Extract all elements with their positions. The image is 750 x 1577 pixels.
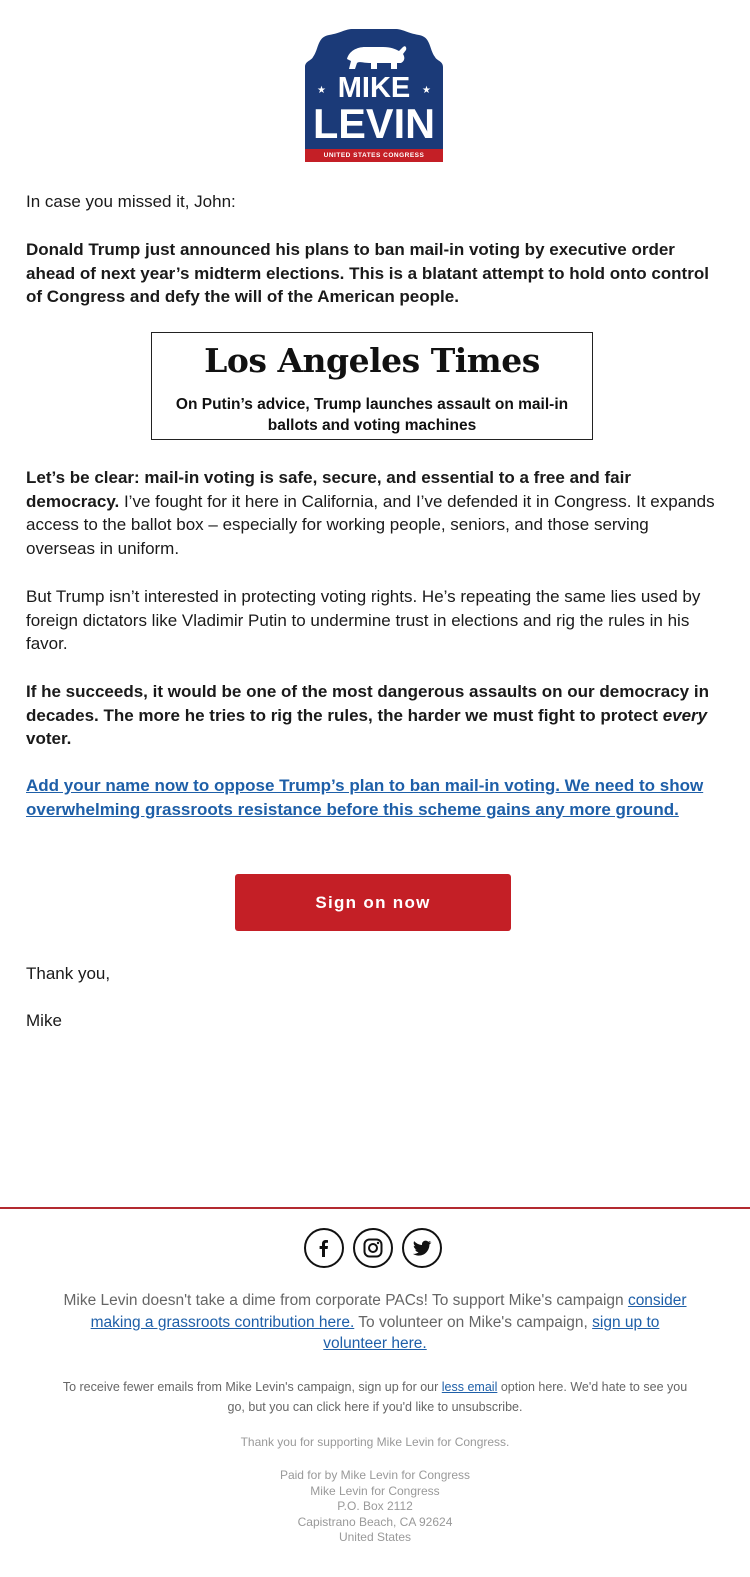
mike-levin-logo [305, 27, 443, 162]
intro-paragraph: Donald Trump just announced his plans to ban mail-in voting by executive order ahead of next year’s midterm elections. This is a blatant attempt to hold onto control of Congress and defy the will of the American people. [26, 240, 709, 306]
news-headline: On Putin’s advice, Trump launches assault on mail-in ballots and voting machines [175, 396, 569, 434]
footer-address [60, 1468, 690, 1546]
paragraph-3 [26, 585, 720, 656]
footer-pac-text-1: Mike Levin doesn't take a dime from corporate PACs! To support Mike's campaign [63, 1292, 628, 1309]
logo-line-1: MIKE [337, 72, 411, 104]
sign-on-button[interactable]: Sign on now [235, 874, 511, 931]
footer-fewer-text-2: option here. We'd hate to see you go, but you can click here if you'd like to unsubscribe. [227, 1380, 688, 1414]
signoff-block [26, 962, 720, 986]
paragraph-4 [26, 680, 720, 751]
address-line: United States [338, 1530, 412, 1544]
facebook-icon[interactable] [304, 1228, 344, 1268]
paragraph-4-after: voter. [26, 729, 72, 748]
signature-block [26, 1009, 720, 1033]
footer-unsubscribe-text [60, 1377, 690, 1417]
footer-divider [0, 1207, 750, 1209]
address-line: Mike Levin for Congress [310, 1483, 440, 1498]
address-line: Paid for by Mike Levin for Congress [279, 1468, 471, 1482]
instagram-icon[interactable] [353, 1228, 393, 1268]
footer-fewer-text-1: To receive fewer emails from Mike Levin's campaign, sign up for our [62, 1380, 442, 1394]
paragraph-2-rest: I’ve fought for it here in California, and I’ve defended it in Congress. It expands access to the ballot box – especially for working people, seniors, and those serving overseas in uniform. [26, 491, 715, 558]
news-clipping[interactable] [151, 332, 593, 440]
paragraph-4-emphasis: every [662, 705, 708, 725]
paragraph-2-bold: Let’s be clear: mail-in voting is safe, secure, and essential to a free and fair democracy. [26, 468, 631, 511]
paragraph-3-text: But Trump isn’t interested in protecting voting rights. He’s repeating the same lies used by foreign dictators like Vladimir Putin to undermine trust in elections and rig the rules in his favor. [26, 587, 701, 653]
greeting-block [26, 190, 720, 214]
greeting: In case you missed it, John: [26, 192, 236, 211]
intro-block [26, 238, 720, 309]
less-email-link[interactable]: less email [441, 1380, 498, 1394]
paragraph-4-before: If he succeeds, it would be one of the most dangerous assaults on our democracy in decades. The more he tries to rig the rules, the harder we must fight to protect [26, 682, 709, 725]
signature: Mike [26, 1011, 62, 1030]
footer-thanks: Thank you for supporting Mike Levin for Congress. [240, 1435, 510, 1449]
twitter-icon[interactable] [402, 1228, 442, 1268]
svg-text:★: ★ [317, 85, 326, 96]
address-line: P.O. Box 2112 [337, 1499, 413, 1513]
footer-pac-text-2: To volunteer on Mike's campaign, [354, 1313, 593, 1331]
cta-link[interactable]: Add your name now to oppose Trump’s plan to ban mail-in voting. We need to show overwhelming grassroots resistance before this scheme gains any more ground. [26, 776, 704, 819]
cta-block [26, 774, 720, 821]
signoff: Thank you, [26, 964, 111, 983]
volunteer-link[interactable]: sign up to volunteer here. [323, 1313, 660, 1352]
footer-pac-text [60, 1290, 690, 1355]
svg-text:★: ★ [422, 85, 431, 96]
logo-subtitle: UNITED STATES CONGRESS [323, 152, 425, 159]
logo-line-2: LEVIN [313, 100, 435, 147]
news-masthead: Los Angeles Times [204, 341, 540, 380]
paragraph-2 [26, 466, 720, 560]
address-line: Capistrano Beach, CA 92624 [297, 1514, 453, 1529]
contribution-link[interactable]: consider making a grassroots contribution here. [90, 1292, 687, 1331]
